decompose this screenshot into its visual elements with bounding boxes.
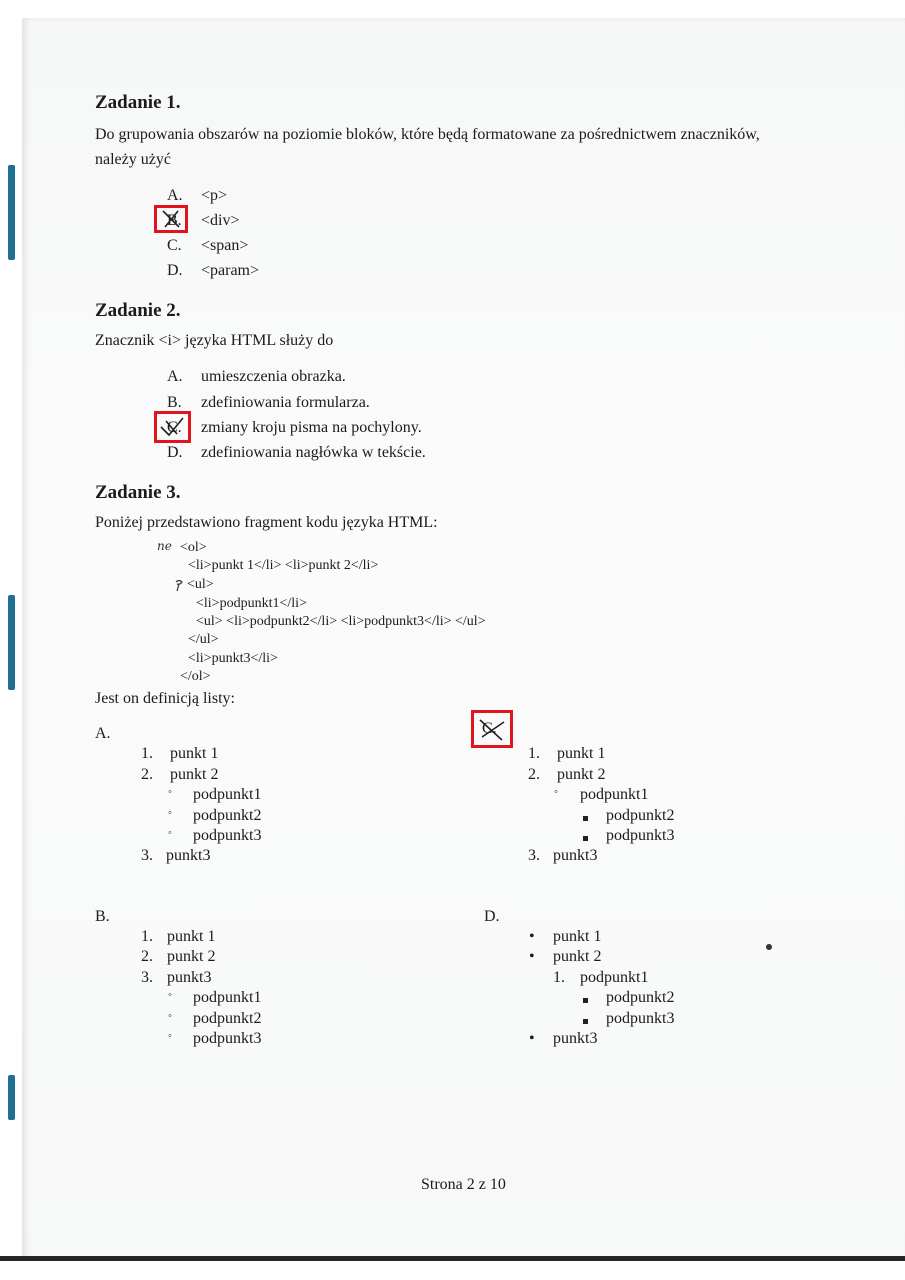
list-number: 3. [528,847,540,864]
circle-bullet-icon: ◦ [168,786,172,798]
task2-option-letter: A. [167,368,183,385]
list-item: podpunkt1 [193,786,262,803]
handwritten-note: ne [157,539,172,553]
list-item: punkt 1 [170,745,219,762]
code-line: <li>podpunkt1</li> [196,596,307,611]
list-item: podpunkt2 [606,807,675,824]
list-number: 2. [528,766,540,783]
square-bullet-icon [583,809,588,827]
list-item: punkt 1 [557,745,606,762]
list-item: podpunkt1 [580,786,649,803]
list-item: podpunkt1 [580,969,649,986]
list-item: podpunkt3 [606,827,675,844]
task1-option-text: <p> [201,187,228,204]
code-line: <ol> [180,540,207,555]
disc-bullet-icon: • [529,1030,535,1047]
list-number: 1. [528,745,540,762]
list-item: punkt 2 [553,948,602,965]
list-number: 1. [141,928,153,945]
list-number: 1. [553,969,565,986]
page-number: Strona 2 z 10 [421,1176,506,1193]
task1-option-letter: A. [167,187,183,204]
list-item: podpunkt3 [193,827,262,844]
list-item: punkt 2 [167,948,216,965]
list-item: podpunkt3 [606,1010,675,1027]
binding-mark [8,165,15,260]
task2-option-letter: C. [167,419,182,436]
code-line: </ul> [188,632,219,647]
task3-question: Jest on definicją listy: [95,690,235,707]
answer-mark-box [154,205,188,233]
circle-bullet-icon: ◦ [554,786,558,798]
task3-intro: Poniżej przedstawiono fragment kodu języka HTML: [95,514,438,531]
list-item: punkt3 [553,1030,598,1047]
list-item: podpunkt2 [193,1010,262,1027]
answer-mark-box [471,710,513,748]
list-item: punkt3 [166,847,211,864]
ink-spot [766,944,772,950]
list-item: punkt3 [167,969,212,986]
list-item: punkt 2 [557,766,606,783]
task3-title: Zadanie 3. [95,482,181,503]
list-item: punkt 1 [553,928,602,945]
square-bullet-icon [583,829,588,847]
list-number: 2. [141,766,153,783]
task1-option-letter: C. [167,237,182,254]
code-line: <ul> <li>podpunkt2</li> <li>podpunkt3</li> </ul> [196,614,486,629]
binding-mark [8,595,15,690]
task2-option-text: umieszczenia obrazka. [201,368,346,385]
option-b-letter: B. [95,908,110,925]
circle-bullet-icon: ◦ [168,827,172,839]
option-c-letter: C. [482,720,497,737]
list-item: punkt 2 [170,766,219,783]
task1-option-text: <div> [201,212,240,229]
circle-bullet-icon: ◦ [168,989,172,1001]
option-d-letter: D. [484,908,500,925]
list-number: 3. [141,847,153,864]
code-line: <li>punkt 1</li> <li>punkt 2</li> [188,558,379,573]
disc-bullet-icon: • [529,948,535,965]
code-line: <ul> [187,577,214,592]
task1-text-line1: Do grupowania obszarów na poziomie bloków, które będą formatowane za pośrednictwem znaczników, [95,126,760,143]
task2-option-text: zdefiniowania formularza. [201,394,370,411]
list-number: 2. [141,948,153,965]
circle-bullet-icon: ◦ [168,1030,172,1042]
list-item: podpunkt2 [193,807,262,824]
task1-option-text: <span> [201,237,249,254]
list-number: 1. [141,745,153,762]
square-bullet-icon [583,991,588,1009]
answer-mark-box [154,411,191,443]
list-item: punkt3 [553,847,598,864]
task2-text: Znacznik <i> języka HTML służy do [95,332,334,349]
code-line: </ol> [180,669,211,684]
handwritten-scribble-icon [174,578,184,592]
task2-option-text: zdefiniowania nagłówka w tekście. [201,444,426,461]
list-item: podpunkt3 [193,1030,262,1047]
task1-title: Zadanie 1. [95,92,181,113]
task2-option-letter: D. [167,444,183,461]
list-item: podpunkt2 [606,989,675,1006]
task1-option-text: <param> [201,262,260,279]
circle-bullet-icon: ◦ [168,1010,172,1022]
cross-icon [157,208,185,230]
page-bottom-edge [0,1256,905,1261]
task1-option-letter: D. [167,262,183,279]
task1-text-line2: należy użyć [95,151,171,168]
square-bullet-icon [583,1012,588,1030]
cross-icon [157,414,188,440]
option-a-letter: A. [95,725,111,742]
task2-option-letter: B. [167,394,182,411]
task1-option-letter: B. [167,212,182,229]
task2-option-text: zmiany kroju pisma na pochylony. [201,419,422,436]
list-item: punkt 1 [167,928,216,945]
code-line: <li>punkt3</li> [188,651,278,666]
list-number: 3. [141,969,153,986]
task2-title: Zadanie 2. [95,300,181,321]
circle-bullet-icon: ◦ [168,807,172,819]
cross-icon [474,713,510,745]
list-item: podpunkt1 [193,989,262,1006]
disc-bullet-icon: • [529,928,535,945]
binding-mark [8,1075,15,1120]
